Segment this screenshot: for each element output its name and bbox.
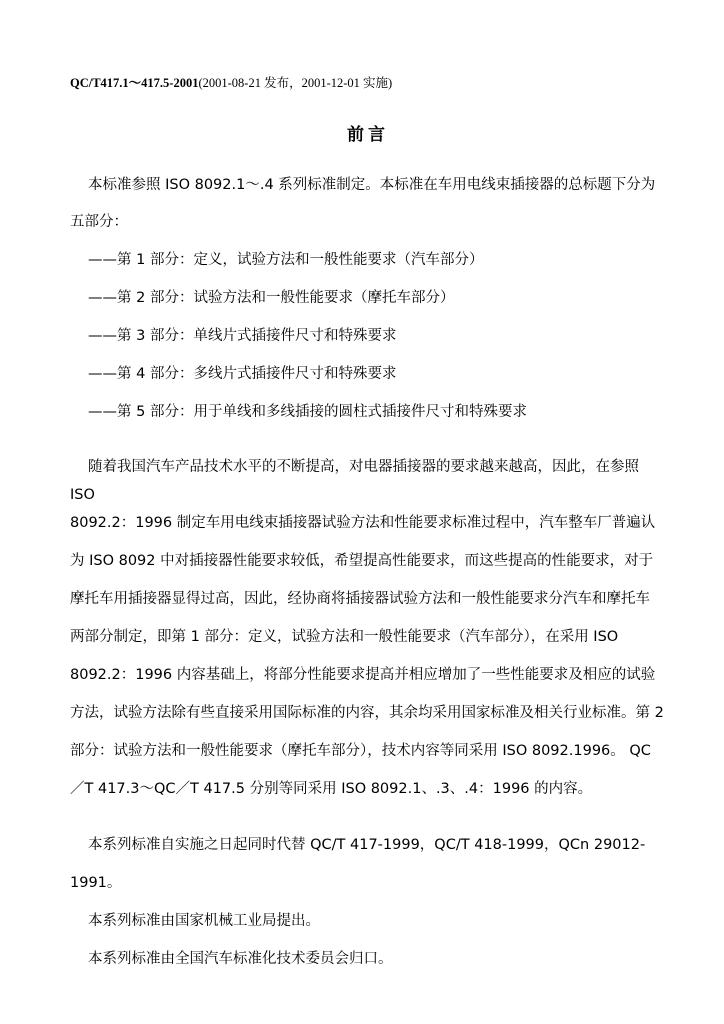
intro-line-2: 五部分：	[70, 214, 128, 230]
standard-number: QC/T417.1～417.5-2001	[70, 76, 199, 90]
body-line-4: 为 ISO 8092 中对插接器性能要求较低，希望提高性能要求，而这些提高的性能要求，对于	[70, 553, 654, 569]
part-item-3: ——第 3 部分：单线片式插接件尺寸和特殊要求	[88, 328, 397, 344]
body-line-10: ／T 417.3～QC／T 417.5 分别等同采用 ISO 8092.1、.3、.4：1996 的内容。	[70, 781, 593, 797]
release-dates: (2001-08-21 发布，2001-12-01 实施)	[198, 76, 393, 90]
part-item-4: ——第 4 部分：多线片式插接件尺寸和特殊要求	[88, 366, 397, 382]
proposed-by-line: 本系列标准由国家机械工业局提出。	[88, 913, 320, 929]
part-item-1: ——第 1 部分：定义，试验方法和一般性能要求（汽车部分）	[88, 252, 484, 268]
managed-by-line: 本系列标准由全国汽车标准化技术委员会归口。	[88, 951, 393, 967]
body-line-9: 部分：试验方法和一般性能要求（摩托车部分），技术内容等同采用 ISO 8092.1996。 QC	[70, 743, 651, 759]
body-line-3: 8092.2：1996 制定车用电线束插接器试验方法和性能要求标准过程中，汽车整车厂普遍认	[70, 515, 656, 531]
part-item-5: ——第 5 部分：用于单线和多线插接的圆柱式插接件尺寸和特殊要求	[88, 404, 527, 420]
replace-line-1: 本系列标准自实施之日起同时代替 QC/T 417-1999，QC/T 418-1999，QCn 29012-	[88, 837, 646, 853]
page-title: 前言	[347, 125, 389, 145]
body-line-6: 两部分制定，即第 1 部分：定义，试验方法和一般性能要求（汽车部分），在采用 ISO	[70, 629, 619, 645]
body-line-5: 摩托车用插接器显得过高，因此，经协商将插接器试验方法和一般性能要求分汽车和摩托车	[70, 591, 650, 607]
body-line-7: 8092.2：1996 内容基础上，将部分性能要求提高并相应增加了一些性能要求及相应的试验	[70, 667, 656, 683]
replace-line-2: 1991。	[70, 875, 122, 891]
body-line-1: 随着我国汽车产品技术水平的不断提高，对电器插接器的要求越来越高，因此，在参照	[88, 459, 639, 475]
part-item-2: ——第 2 部分：试验方法和一般性能要求（摩托车部分）	[88, 290, 455, 306]
standard-header	[70, 75, 392, 91]
body-line-2: ISO	[70, 487, 95, 503]
body-line-8: 方法，试验方法除有些直接采用国际标准的内容，其余均采用国家标准及相关行业标准。第 2	[70, 705, 664, 721]
intro-line-1: 本标准参照 ISO 8092.1～.4 系列标准制定。本标准在车用电线束插接器的总标题下分为	[88, 177, 656, 193]
